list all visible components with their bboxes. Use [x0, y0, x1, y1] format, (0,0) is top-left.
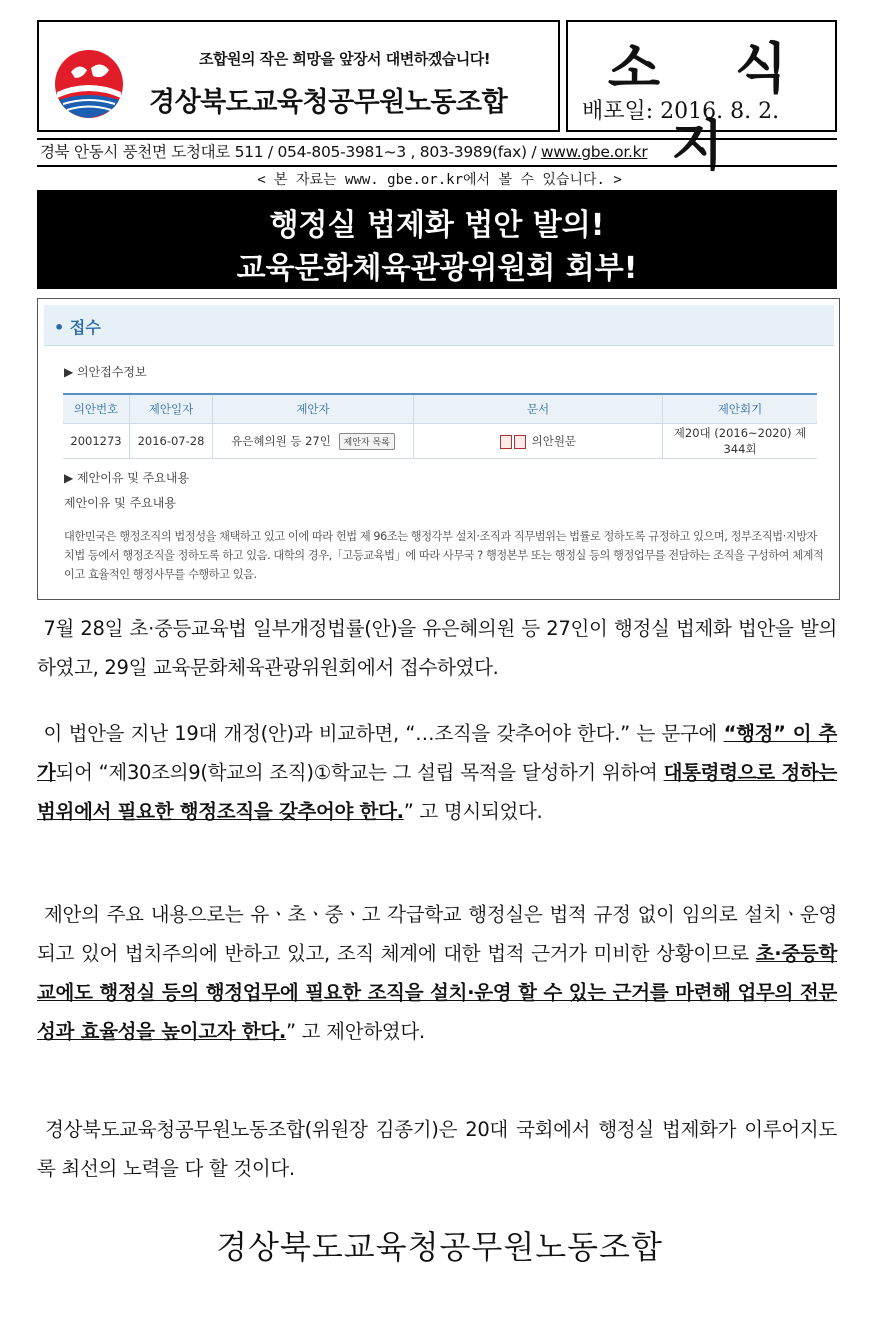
- website-link[interactable]: www.gbe.or.kr: [540, 143, 648, 161]
- cell-date: 2016-07-28: [130, 424, 213, 459]
- cell-bill-no: 2001273: [63, 424, 130, 459]
- pdf-icon[interactable]: [500, 435, 512, 449]
- proposer-list-button[interactable]: 제안자 목록: [339, 433, 395, 450]
- slogan: 조합원의 작은 희망을 앞장서 대변하겠습니다!: [199, 50, 491, 68]
- address-text: 경북 안동시 풍천면 도청대로 511 / 054-805-3981~3 , 803-3989(fax) /: [40, 143, 541, 161]
- column-header: 제안일자: [130, 394, 213, 424]
- subheading-reason: ▶ 제안이유 및 주요내용: [64, 471, 190, 485]
- paragraph-2-text-e: ” 고 명시되었다.: [403, 800, 543, 823]
- paragraph-4-text: 경상북도교육청공무원노동조합(위원장 김종기)은 20대 국회에서 행정실 법제화가 이루어지도록 최선의 노력을 다 할 것이다.: [37, 1118, 837, 1180]
- distribution-date: 배포일: 2016. 8. 2.: [582, 99, 780, 124]
- banner-line-1: 행정실 법제화 법안 발의!: [269, 208, 605, 243]
- bill-info-screenshot: [37, 298, 840, 600]
- paragraph-2-text-c: 되어 “제30조의9(학교의 조직)①학교는 그 설립 목적을 달성하기 위하여: [55, 761, 664, 784]
- notice: < 본 자료는 www. gbe.or.kr에서 볼 수 있습니다. >: [257, 172, 622, 188]
- paragraph-2: [37, 714, 837, 831]
- table-row: [63, 424, 817, 459]
- reason-label: 제안이유 및 주요내용: [64, 496, 176, 510]
- column-header: 제안회기: [663, 394, 818, 424]
- title-banner: [37, 190, 837, 289]
- column-header: 의안번호: [63, 394, 130, 424]
- paragraph-1-text: 7월 28일 초·중등교육법 일부개정법률(안)을 유은혜의원 등 27인이 행정실 법제화 법안을 발의하였고, 29일 교육문화체육관광위원회에서 접수하였다.: [37, 617, 838, 679]
- column-header: 문서: [414, 394, 663, 424]
- header-left-box: [37, 20, 560, 132]
- cell-proposer: [213, 424, 414, 459]
- cell-session: 제20대 (2016~2020) 제344회: [663, 424, 818, 459]
- cell-document: [414, 424, 663, 459]
- paragraph-3-text-c: ” 고 제안하였다.: [286, 1020, 425, 1043]
- column-header: 제안자: [213, 394, 414, 424]
- document-icon[interactable]: [514, 435, 526, 449]
- paragraph-2-emphasis-b: 대통령령으로 정하는 범위에서 필요한 행정조직을 갖추어야 한다.: [37, 761, 837, 823]
- union-logo-icon: [53, 48, 125, 120]
- divider-bottom: [37, 165, 837, 167]
- footer-union-name: 경상북도교육청공무원노동조합: [216, 1228, 663, 1266]
- bill-table: [63, 393, 817, 459]
- paragraph-3: [37, 895, 837, 1051]
- paragraph-2-emphasis-a: “행정” 이 추가: [37, 722, 837, 784]
- paragraph-1: [37, 609, 837, 687]
- newsletter-title: 소 식 지: [607, 37, 816, 177]
- paragraph-2-text-a: 이 법안을 지난 19대 개정(안)과 비교하면, “…조직을 갖추어야 한다.” 는 문구에: [43, 722, 724, 745]
- document-link[interactable]: 의안원문: [531, 434, 577, 448]
- section-title: • 접수: [54, 318, 101, 337]
- address-line: [40, 140, 647, 162]
- paragraph-3-emphasis: 초·중등학교에도 행정실 등의 행정업무에 필요한 조직을 설치·운영 할 수 있는 근거를 마련해 업무의 전문성과 효율성을 높이고자 한다.: [37, 942, 837, 1043]
- reason-paragraph: 대한민국은 행정조직의 법정성을 채택하고 있고 이에 따라 헌법 제 96조는 행정각부 설치·조직과 직무범위는 법률로 정하도록 규정하고 있으며, 정부조직법·지방자치법 등에서 행정조직을 정하도록 하고 있음. 대학의 경우,「고등교육법」에 따라 사무국 ? 행정본부 또는 행정실 등의 행정업무를 전담하는 조직을 구성하여 체계적이고 효율적인 행정사무를 수행하고 있음.: [64, 530, 824, 581]
- banner-line-2: 교육문화체육관광위원회 회부!: [236, 251, 638, 286]
- proposer-text: 유은혜의원 등 27인: [231, 433, 331, 448]
- table-header-row: [63, 394, 817, 424]
- paragraph-4: [37, 1110, 837, 1188]
- subheading-bill-info: ▶ 의안접수정보: [64, 365, 147, 379]
- paragraph-3-text-a: 제안의 주요 내용으로는 유ㆍ초ㆍ중ㆍ고 각급학교 행정실은 법적 규정 없이 임의로 설치ㆍ운영되고 있어 법치주의에 반하고 있고, 조직 체계에 대한 법적 근거가 미비한 상황이므로: [37, 903, 837, 965]
- section-header: [44, 305, 834, 346]
- union-name: 경상북도교육청공무원노동조합: [149, 87, 508, 118]
